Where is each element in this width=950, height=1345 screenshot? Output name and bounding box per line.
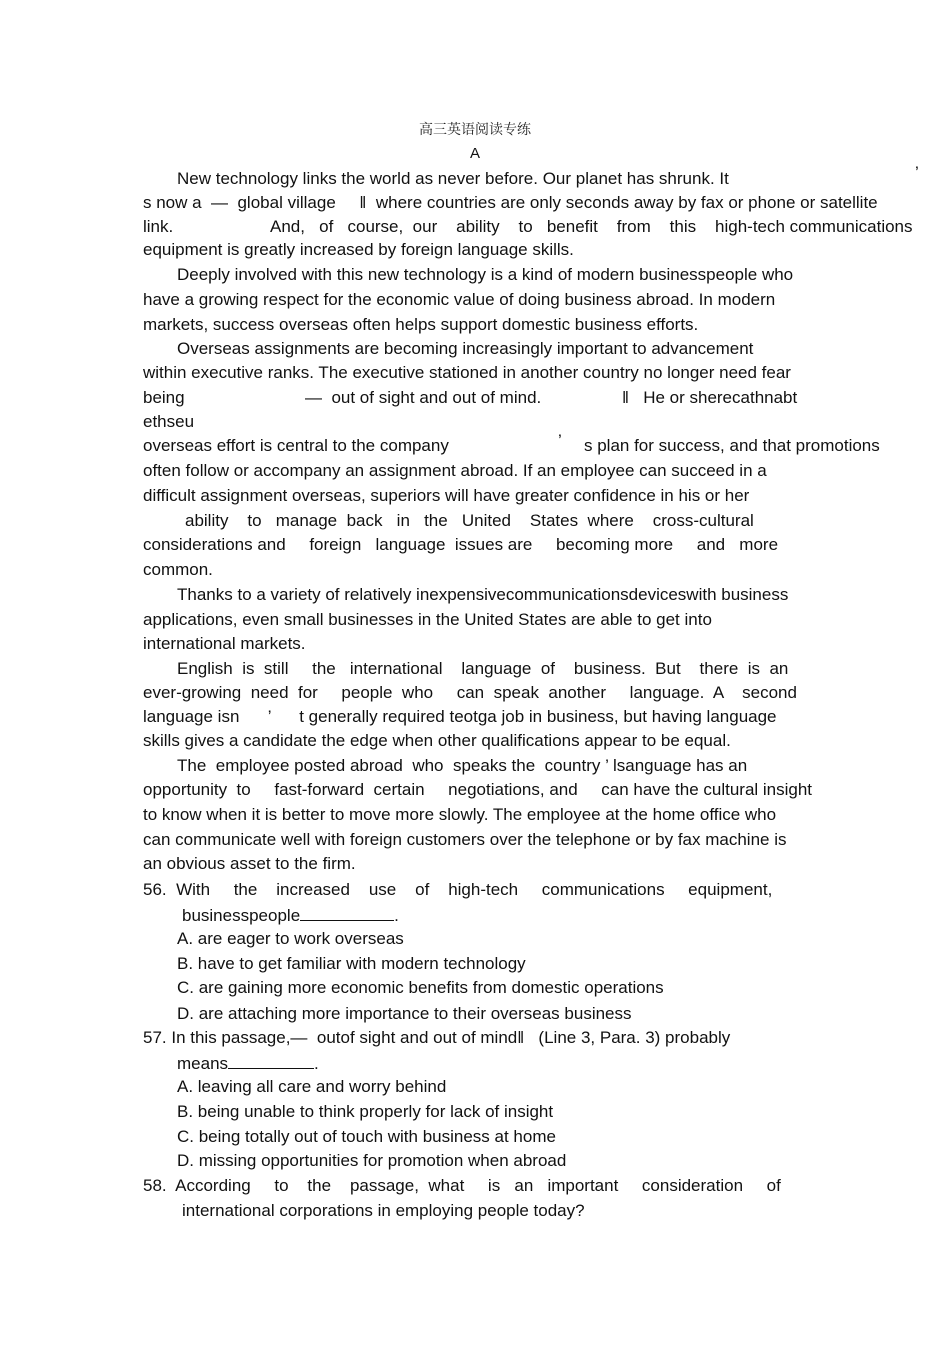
passage-line: link. bbox=[143, 217, 174, 236]
passage-line: s plan for success, and that promotions bbox=[584, 436, 880, 455]
passage-line: international markets. bbox=[143, 634, 306, 653]
passage-line: considerations and foreign language issues are becoming more and more bbox=[143, 535, 779, 554]
answer-blank[interactable] bbox=[228, 1052, 314, 1069]
passage-line: common. bbox=[143, 560, 213, 579]
passage-line: New technology links the world as never before. Our planet has shrunk. It bbox=[177, 169, 729, 188]
answer-blank[interactable] bbox=[300, 904, 394, 921]
passage-line: an obvious asset to the firm. bbox=[143, 854, 356, 873]
option-57-c: C. being totally out of touch with business at home bbox=[177, 1127, 556, 1146]
passage-line: applications, even small businesses in the United States are able to get into bbox=[143, 610, 712, 629]
passage-line: Thanks to a variety of relatively inexpensivecommunicationsdeviceswith business bbox=[177, 585, 789, 604]
question-58-stem: 58. According to the passage, what is an important consideration of bbox=[143, 1176, 781, 1195]
passage-line: overseas effort is central to the company bbox=[143, 436, 449, 455]
passage-line: to know when it is better to move more slowly. The employee at the home office who bbox=[143, 805, 777, 824]
passage-fragment: ’ bbox=[558, 431, 562, 450]
section-label: A bbox=[469, 145, 480, 162]
passage-line: equipment is greatly increased by foreign language skills. bbox=[143, 240, 574, 259]
option-56-d: D. are attaching more importance to their overseas business bbox=[177, 1004, 632, 1023]
option-56-b: B. have to get familiar with modern technology bbox=[177, 954, 526, 973]
passage-line: have a growing respect for the economic value of doing business abroad. In modern bbox=[143, 290, 776, 309]
passage-line: ‖ He or sherecathnabt bbox=[622, 388, 798, 407]
passage-line: Overseas assignments are becoming increasingly important to advancement bbox=[177, 339, 754, 358]
option-57-d: D. missing opportunities for promotion when abroad bbox=[177, 1151, 567, 1170]
passage-line: English is still the international language of business. But there is an bbox=[177, 659, 789, 678]
question-57-stem: 57. In this passage,― outof sight and out of mind‖ (Line 3, Para. 3) probably bbox=[143, 1028, 731, 1047]
passage-line: ― out of sight and out of mind. bbox=[305, 388, 542, 407]
passage-line: ethseu bbox=[143, 412, 195, 431]
passage-line: ability to manage back in the United States where cross-cultural bbox=[185, 511, 754, 530]
passage-line: The employee posted abroad who speaks the country ’ lsanguage has an bbox=[177, 756, 748, 775]
question-57-stem-cont: means . bbox=[177, 1054, 319, 1073]
passage-line: s now a ― global village ‖ where countries are only seconds away by fax or phone or satellite bbox=[143, 193, 878, 212]
question-56-stem-cont: businesspeople . bbox=[182, 906, 399, 925]
passage-line: often follow or accompany an assignment abroad. If an employee can succeed in a bbox=[143, 461, 767, 480]
passage-line: ever-growing need for people who can speak another language. A second bbox=[143, 683, 797, 702]
question-56-stem: 56. With the increased use of high-tech communications equipment, bbox=[143, 880, 773, 899]
page-title: 高三英语阅读专练 bbox=[419, 122, 531, 138]
passage-line: skills gives a candidate the edge when other qualifications appear to be equal. bbox=[143, 731, 731, 750]
option-57-a: A. leaving all care and worry behind bbox=[177, 1077, 447, 1096]
question-58-stem-cont: international corporations in employing people today? bbox=[182, 1201, 585, 1220]
passage-line: can communicate well with foreign customers over the telephone or by fax machine is bbox=[143, 830, 787, 849]
option-56-a: A. are eager to work overseas bbox=[177, 929, 404, 948]
passage-fragment: ’ bbox=[915, 163, 919, 182]
passage-line: opportunity to fast-forward certain negotiations, and can have the cultural insight bbox=[143, 780, 813, 799]
passage-line: And, of course, our ability to benefit from this high-tech communications bbox=[270, 217, 913, 236]
passage-line: language isn ’ t generally required teotga job in business, but having language bbox=[143, 707, 777, 726]
passage-line: Deeply involved with this new technology is a kind of modern businesspeople who bbox=[177, 265, 794, 284]
passage-line: being bbox=[143, 388, 185, 407]
option-56-c: C. are gaining more economic benefits from domestic operations bbox=[177, 978, 664, 997]
passage-line: within executive ranks. The executive stationed in another country no longer need fear bbox=[143, 363, 791, 382]
option-57-b: B. being unable to think properly for lack of insight bbox=[177, 1102, 554, 1121]
passage-line: difficult assignment overseas, superiors will have greater confidence in his or her bbox=[143, 486, 750, 505]
passage-line: markets, success overseas often helps support domestic business efforts. bbox=[143, 315, 699, 334]
